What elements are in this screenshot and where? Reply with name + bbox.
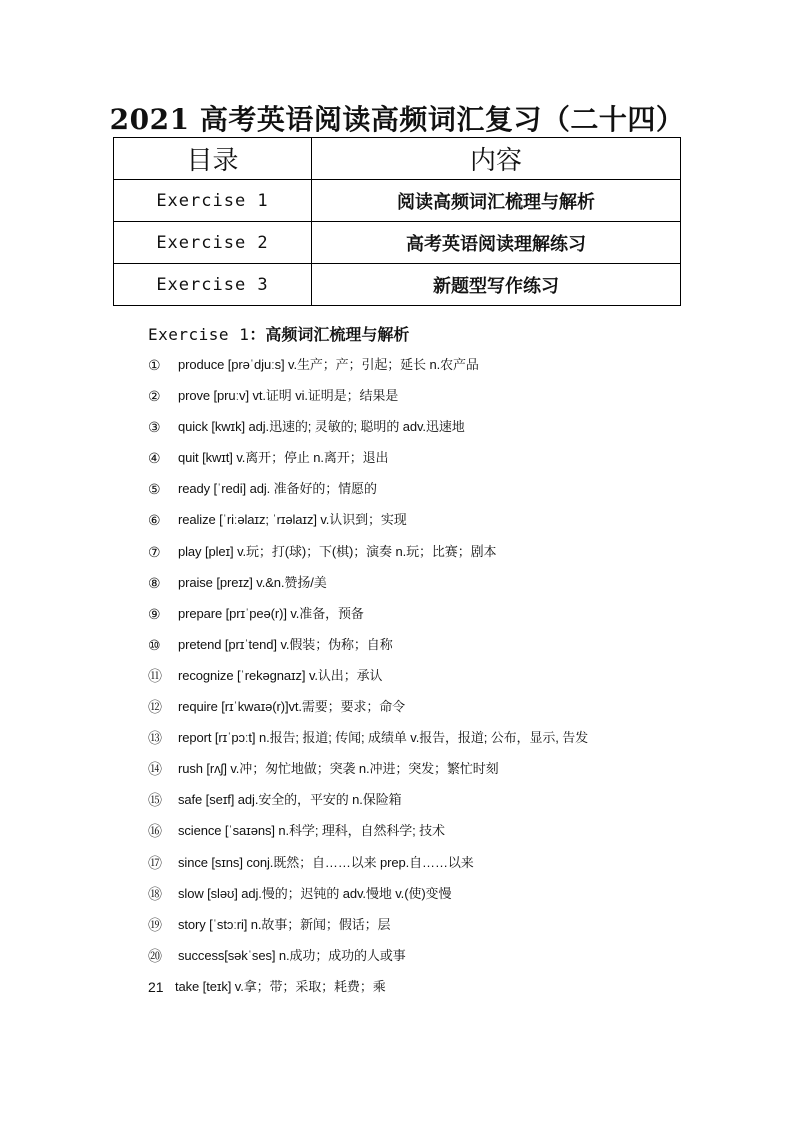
item-text: praise [preɪz] v.&n.赞扬/美 (178, 574, 327, 590)
item-number: ⑧ (148, 574, 161, 591)
list-item (148, 852, 768, 883)
section-label: Exercise 1 (148, 325, 250, 344)
contents-header-content: 内容 (312, 138, 681, 180)
contents-row (114, 222, 681, 264)
item-number: ⑤ (148, 481, 161, 498)
item-number: ⑬ (148, 730, 162, 747)
list-item (148, 820, 768, 851)
list-item (148, 758, 768, 789)
contents-exercise-1: Exercise 1 (114, 180, 312, 222)
item-number: ⑥ (148, 512, 161, 529)
list-item (148, 945, 768, 976)
list-item (148, 572, 768, 603)
section-title: 高频词汇梳理与解析 (265, 325, 410, 344)
item-text: science [ˈsaɪəns] n.科学; 理科，自然科学; 技术 (178, 823, 445, 839)
item-text: prove [pruːv] vt.证明 vi.证明是；结果是 (178, 388, 399, 404)
contents-header-catalog: 目录 (114, 138, 312, 180)
list-item (148, 976, 768, 1007)
list-item (148, 665, 768, 696)
vocab-list (148, 354, 768, 1007)
item-text: rush [rʌʃ] v.冲；匆忙地做；突袭 n.冲进；突发；繁忙时刻 (178, 761, 499, 777)
item-number: ⑳ (148, 947, 162, 964)
item-number: ⑱ (148, 885, 162, 902)
item-text: safe [seɪf] adj.安全的，平安的 n.保险箱 (178, 792, 402, 808)
page-title: 2021 高考英语阅读高频词汇复习（二十四） (109, 103, 685, 136)
item-text: success[səkˈses] n.成功；成功的人或事 (178, 947, 406, 963)
item-text: realize [ˈriːəlaɪz; ˈrɪəlaɪz] v.认识到；实现 (178, 512, 407, 528)
item-number: ⑯ (148, 823, 162, 840)
list-item (148, 603, 768, 634)
list-item (148, 385, 768, 416)
item-text: since [sɪns] conj.既然；自……以来 prep.自……以来 (178, 854, 474, 870)
item-number: ⑦ (148, 543, 161, 560)
item-number: 21 (148, 978, 164, 995)
contents-exercise-2: Exercise 2 (114, 222, 312, 264)
list-item (148, 541, 768, 572)
item-number: ⑰ (148, 854, 162, 871)
list-item (148, 696, 768, 727)
item-text: story [ˈstɔːri] n.故事；新闻；假话；层 (178, 916, 391, 932)
list-item (148, 447, 768, 478)
item-number: ① (148, 357, 161, 373)
item-number: ⑪ (148, 667, 162, 684)
item-number: ⑩ (148, 636, 161, 653)
list-item (148, 883, 768, 914)
item-number: ⑲ (148, 916, 162, 933)
list-item (148, 727, 768, 758)
item-number: ⑫ (148, 699, 162, 716)
item-number: ⑨ (148, 605, 161, 622)
item-text: report [rɪˈpɔːt] n.报告; 报道; 传闻; 成绩单 v.报告，报道; 公布，显示, 告发 (178, 730, 589, 746)
list-item (148, 354, 768, 385)
item-text: recognize [ˈrekəgnaɪz] v.认出；承认 (178, 667, 383, 683)
item-number: ③ (148, 419, 161, 436)
contents-exercise-3: Exercise 3 (114, 264, 312, 306)
list-item (148, 478, 768, 509)
contents-header-row (114, 138, 681, 180)
section-heading (148, 322, 409, 345)
item-number: ② (148, 388, 161, 405)
section-separator: ： (249, 325, 266, 344)
item-text: prepare [prɪˈpeə(r)] v.准备，预备 (178, 605, 364, 621)
item-text: ready [ˈredi] adj. 准备好的；情愿的 (178, 481, 377, 497)
contents-content-2: 高考英语阅读理解练习 (312, 222, 681, 264)
list-item (148, 914, 768, 945)
list-item (148, 416, 768, 447)
list-item (148, 509, 768, 540)
list-item (148, 789, 768, 820)
item-number: ⑮ (148, 792, 162, 809)
item-text: slow [sləʊ] adj.慢的；迟钝的 adv.慢地 v.(使)变慢 (178, 885, 452, 901)
list-item (148, 634, 768, 665)
item-text: pretend [prɪˈtend] v.假装；伪称；自称 (178, 636, 393, 652)
contents-content-3: 新题型写作练习 (312, 264, 681, 306)
item-text: quick [kwɪk] adj.迅速的; 灵敏的; 聪明的 adv.迅速地 (178, 419, 465, 435)
item-text: take [teɪk] v.拿；带；采取；耗费；乘 (175, 978, 386, 994)
item-number: ⑭ (148, 761, 162, 778)
item-text: produce [prəˈdjuːs] v.生产；产；引起；延长 n.农产品 (178, 357, 479, 372)
item-number: ④ (148, 450, 161, 467)
contents-row (114, 180, 681, 222)
contents-table (113, 137, 681, 306)
item-text: play [pleɪ] v.玩；打(球)；下(棋)；演奏 n.玩；比赛；剧本 (178, 543, 497, 559)
contents-content-1: 阅读高频词汇梳理与解析 (312, 180, 681, 222)
item-text: require [rɪˈkwaɪə(r)]vt.需要；要求；命令 (178, 699, 406, 715)
item-text: quit [kwɪt] v.离开；停止 n.离开；退出 (178, 450, 389, 466)
contents-row (114, 264, 681, 306)
